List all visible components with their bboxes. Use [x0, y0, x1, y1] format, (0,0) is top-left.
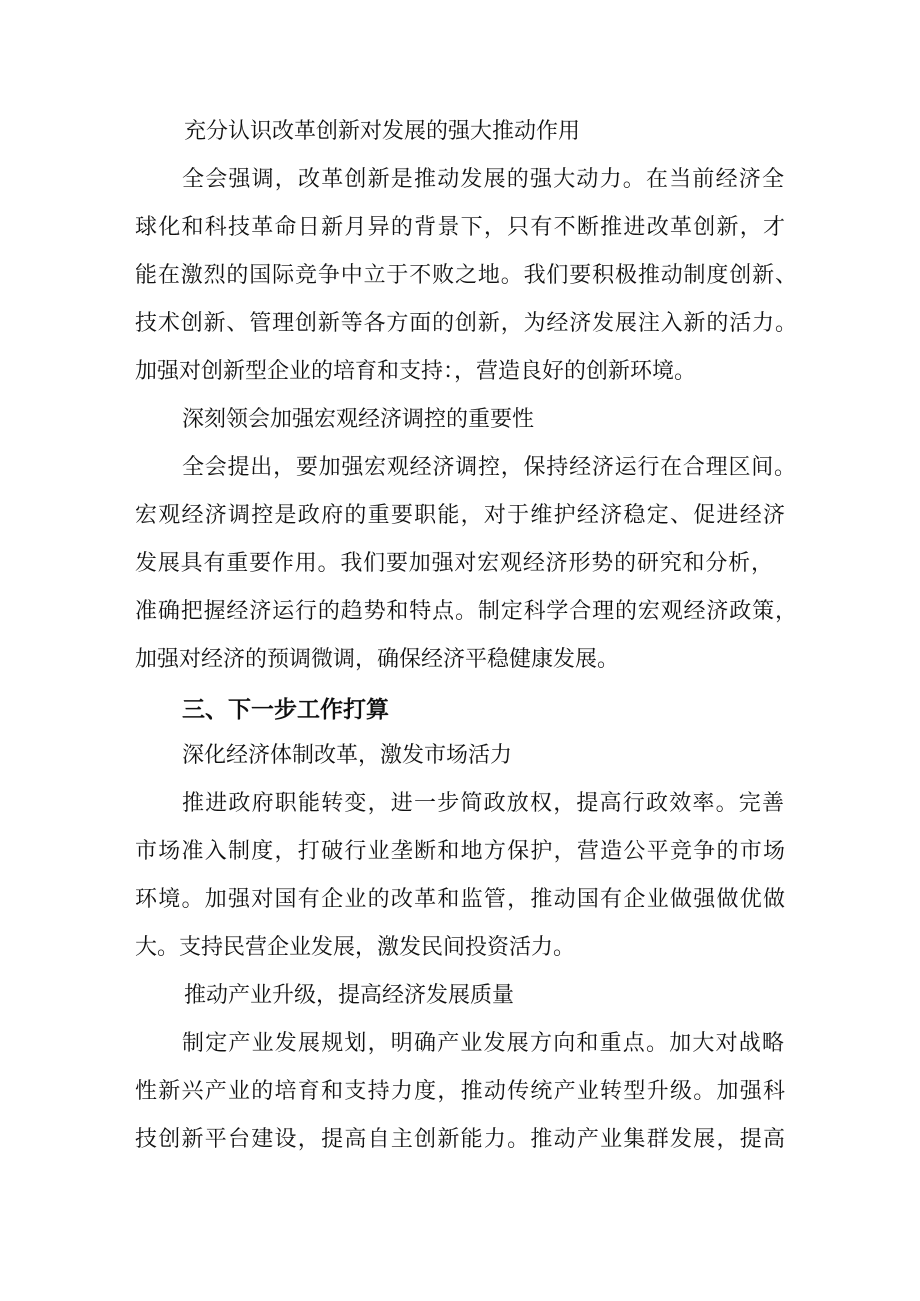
paragraph-line: 全会强调，改革创新是推动发展的强大动力。在当前经济全 [182, 167, 784, 192]
paragraph-line: 环境。加强对国有企业的改革和监管，推动国有企业做强做优做 [135, 887, 785, 912]
paragraph-line: 加强对创新型企业的培育和支持：，营造良好的创新环境。 [135, 359, 697, 384]
section-heading-next-steps: 三、下一步工作打算 [182, 697, 389, 723]
paragraph-line: 宏观经济调控是政府的重要职能，对于维护经济稳定、促进经济 [135, 503, 785, 528]
paragraph-line: 发展具有重要作用。我们要加强对宏观经济形势的研究和分析， [135, 551, 773, 576]
subheading-industry-upgrade: 推动产业升级，提高经济发展质量 [184, 983, 515, 1008]
subheading-macro-control: 深刻领会加强宏观经济调控的重要性 [182, 407, 535, 432]
paragraph-line: 全会提出，要加强宏观经济调控，保持经济运行在合理区间。 [182, 455, 796, 480]
subheading-deepen-reform: 深化经济体制改革，激发市场活力 [182, 743, 513, 768]
paragraph-line: 球化和科技革命日新月异的背景下，只有不断推进改革创新，才 [135, 215, 785, 240]
paragraph-line: 加强对经济的预调微调，确保经济平稳健康发展。 [135, 647, 620, 672]
paragraph-line: 推进政府职能转变，进一步简政放权，提高行政效率。完善 [182, 791, 784, 816]
paragraph-line: 技创新平台建设，提高自主创新能力。推动产业集群发展，提高 [135, 1127, 785, 1152]
paragraph-line: 大。支持民营企业发展，激发民间投资活力。 [135, 935, 576, 960]
subheading-reform-innovation: 充分认识改革创新对发展的强大推动作用 [184, 119, 581, 144]
paragraph-line: 技术创新、管理创新等各方面的创新，为经济发展注入新的活力。 [135, 311, 797, 336]
paragraph-line: 准确把握经济运行的趋势和特点。制定科学合理的宏观经济政策， [135, 599, 797, 624]
paragraph-line: 制定产业发展规划，明确产业发展方向和重点。加大对战略 [182, 1031, 784, 1056]
paragraph-line: 能在激烈的国际竞争中立于不败之地。我们要积极推动制度创新、 [135, 263, 797, 288]
paragraph-line: 性新兴产业的培育和支持力度，推动传统产业转型升级。加强科 [135, 1079, 785, 1104]
paragraph-line: 市场准入制度，打破行业垄断和地方保护，营造公平竞争的市场 [135, 839, 785, 864]
